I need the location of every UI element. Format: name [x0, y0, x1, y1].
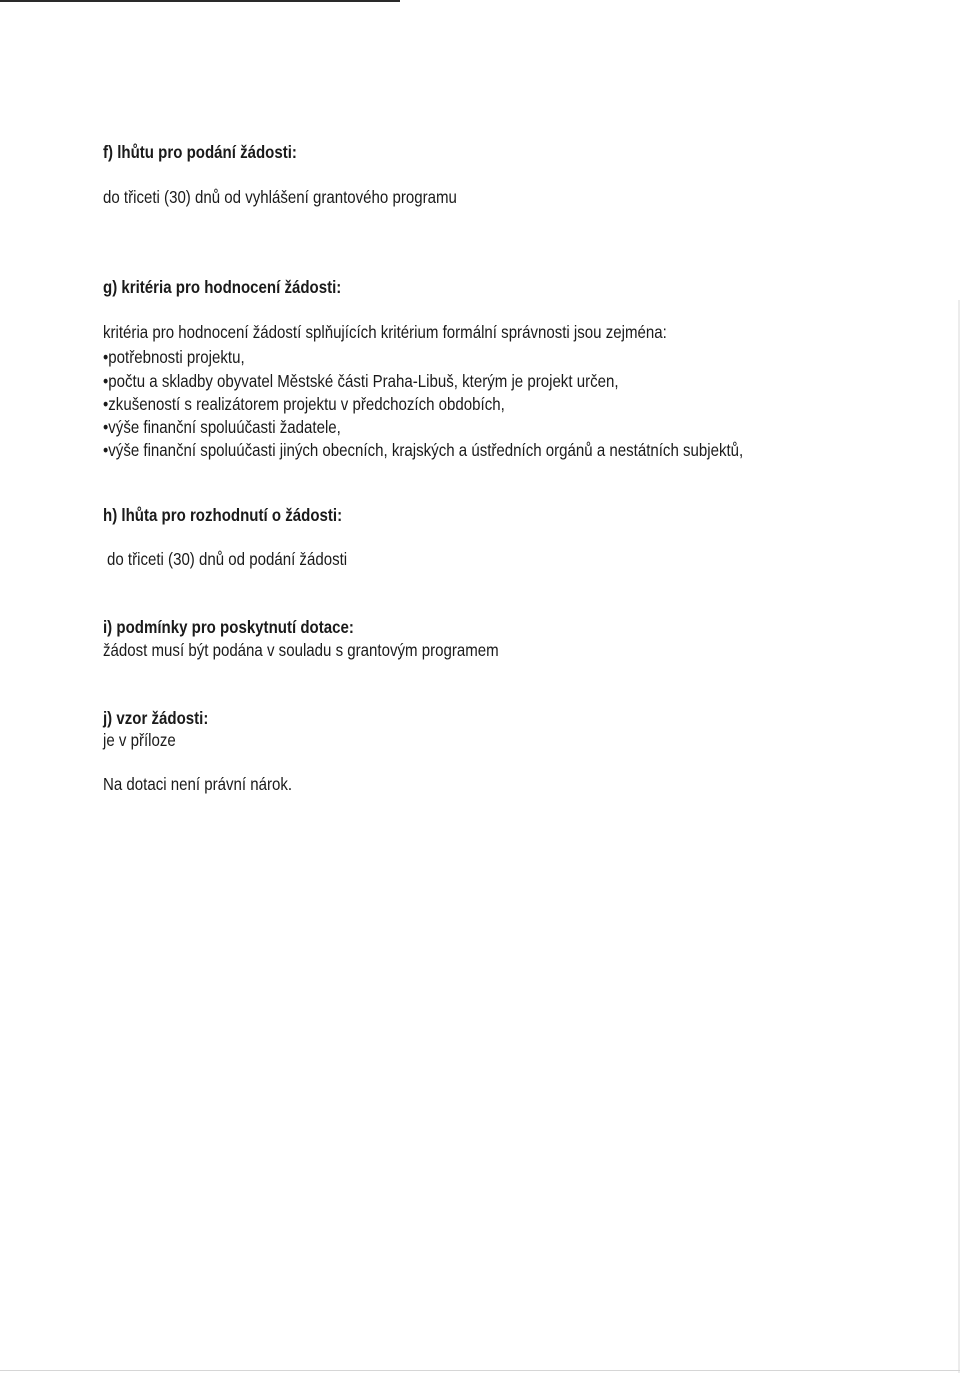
section-g-intro: kritéria pro hodnocení žádostí splňujících kritérium formální správnosti jsou zejména:	[103, 322, 667, 342]
criteria-item: •potřebnosti projektu,	[103, 347, 245, 367]
section-j-heading: j) vzor žádosti:	[103, 708, 209, 728]
section-j-text: je v příloze	[103, 730, 176, 750]
section-g-heading: g) kritéria pro hodnocení žádosti:	[103, 277, 342, 297]
section-f-heading: f) lhůtu pro podání žádosti:	[103, 142, 297, 162]
section-h-heading: h) lhůta pro rozhodnutí o žádosti:	[103, 505, 343, 525]
section-i-text: žádost musí být podána v souladu s grantovým programem	[103, 640, 499, 660]
section-f-text: do třiceti (30) dnů od vyhlášení grantového programu	[103, 187, 457, 207]
scan-border-bottom	[0, 1370, 960, 1371]
criteria-item: •počtu a skladby obyvatel Městské části Praha-Libuš, kterým je projekt určen,	[103, 371, 619, 391]
scan-border-top	[0, 0, 400, 2]
closing-note: Na dotaci není právní nárok.	[103, 774, 293, 794]
criteria-item: •zkušeností s realizátorem projektu v předchozích obdobích,	[103, 394, 505, 414]
criteria-item: •výše finanční spoluúčasti jiných obecních, krajských a ústředních orgánů a nestátních subjektů,	[103, 440, 744, 460]
section-h-text: do třiceti (30) dnů od podání žádosti	[107, 549, 348, 569]
criteria-item: •výše finanční spoluúčasti žadatele,	[103, 417, 341, 437]
section-i-heading: i) podmínky pro poskytnutí dotace:	[103, 617, 354, 637]
